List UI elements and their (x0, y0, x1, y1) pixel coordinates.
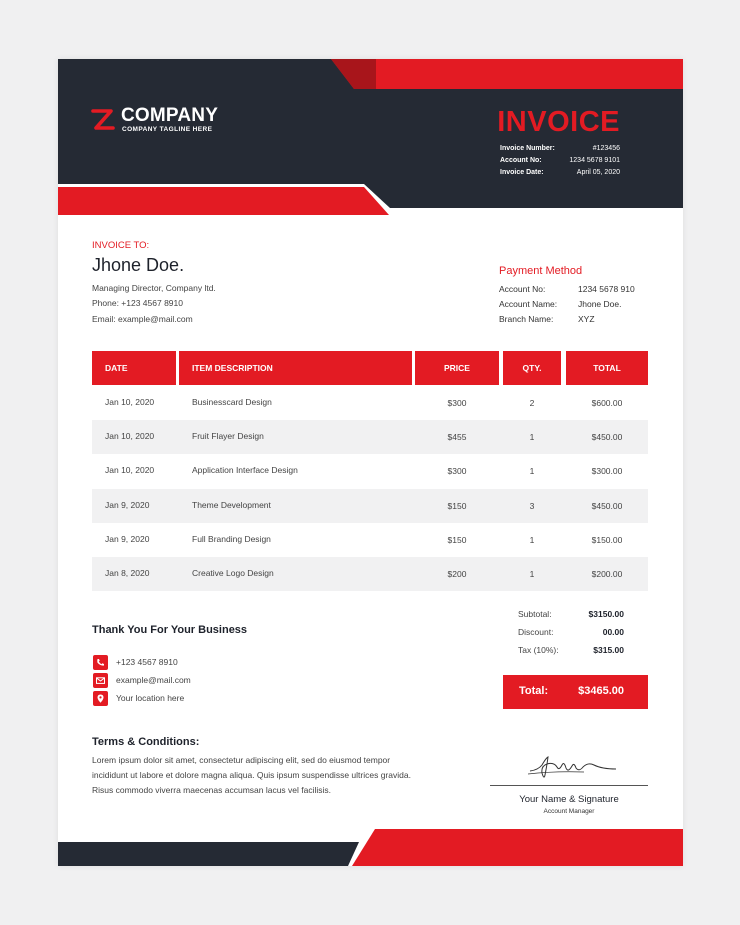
row-qty: 2 (529, 398, 535, 408)
summary-value: $3150.00 (588, 609, 624, 619)
row-description: Businesscard Design (192, 397, 272, 407)
payment-row (499, 299, 659, 311)
row-date: Jan 8, 2020 (105, 568, 150, 578)
total-box (503, 675, 648, 709)
invoice-to-label: INVOICE TO: (92, 240, 150, 251)
invoice-number-row (500, 145, 620, 157)
payment-label: Branch Name: (499, 314, 554, 324)
summary-value: 00.00 (602, 627, 624, 637)
row-total: $300.00 (591, 466, 623, 476)
signature-name: Your Name & Signature (519, 794, 619, 805)
thank-you-heading: Thank You For Your Business (92, 624, 248, 636)
invoice-sheet (58, 59, 683, 866)
contact-text: +123 4567 8910 (116, 657, 178, 667)
meta-value: 1234 5678 9101 (569, 157, 620, 164)
tax-row (502, 645, 624, 657)
meta-label: Account No: (500, 157, 542, 164)
column-header-price: PRICE (415, 351, 499, 385)
payment-row (499, 284, 659, 296)
mail-icon (93, 673, 108, 688)
summary-label: Tax (10%): (518, 645, 559, 655)
row-price: $300 (447, 398, 467, 408)
row-total: $600.00 (591, 398, 623, 408)
subtotal-row (502, 609, 624, 621)
row-description: Creative Logo Design (192, 568, 274, 578)
row-qty: 1 (529, 535, 535, 545)
column-header-date: DATE (92, 351, 176, 385)
row-qty: 3 (529, 501, 535, 511)
z-logo-icon (91, 107, 115, 133)
row-price: $455 (447, 432, 467, 442)
column-header-total: TOTAL (566, 351, 648, 385)
terms-line: Lorem ipsum dolor sit amet, consectetur adipiscing elit, sed do eiusmod tempor (92, 755, 391, 765)
client-email: Email: example@mail.com (92, 314, 193, 324)
column-header-description: ITEM DESCRIPTION (179, 351, 412, 385)
payment-row (499, 314, 659, 326)
payment-value: Jhone Doe. (578, 299, 622, 309)
meta-value: April 05, 2020 (576, 169, 620, 176)
phone-icon (93, 655, 108, 670)
discount-row (502, 627, 624, 639)
payment-label: Account Name: (499, 299, 558, 309)
meta-label: Invoice Number: (500, 145, 555, 152)
handwritten-signature (524, 751, 620, 783)
row-date: Jan 9, 2020 (105, 500, 150, 510)
meta-value: #123456 (592, 145, 620, 152)
location-pin-icon (93, 691, 108, 706)
row-total: $150.00 (591, 535, 623, 545)
payment-label: Account No: (499, 284, 546, 294)
row-price: $300 (447, 466, 467, 476)
row-price: $150 (447, 501, 467, 511)
row-qty: 1 (529, 466, 535, 476)
invoice-title: INVOICE (497, 106, 620, 138)
row-total: $200.00 (591, 569, 623, 579)
table-row-band (92, 557, 648, 591)
row-price: $150 (447, 535, 467, 545)
row-total: $450.00 (591, 501, 623, 511)
row-date: Jan 10, 2020 (105, 397, 155, 407)
company-name: COMPANY (121, 105, 219, 126)
row-description: Application Interface Design (192, 465, 298, 475)
payment-value: 1234 5678 910 (578, 284, 635, 294)
row-qty: 1 (529, 432, 535, 442)
terms-line: Risus commodo viverra maecenas accumsan lacus vel facilisis. (92, 785, 332, 795)
row-qty: 1 (529, 569, 535, 579)
summary-value: $315.00 (593, 645, 624, 655)
meta-label: Invoice Date: (500, 169, 544, 176)
client-name: Jhone Doe. (92, 255, 185, 275)
row-description: Full Branding Design (192, 534, 271, 544)
total-value: $3465.00 (578, 685, 624, 697)
footer-banner (58, 829, 683, 866)
row-date: Jan 9, 2020 (105, 534, 150, 544)
account-no-row (500, 157, 620, 169)
row-date: Jan 10, 2020 (105, 465, 155, 475)
company-tagline: COMPANY TAGLINE HERE (122, 126, 213, 133)
table-row-band (92, 420, 648, 454)
payment-method-title: Payment Method (499, 265, 583, 277)
column-header-qty: QTY. (503, 351, 561, 385)
total-label: Total: (519, 685, 549, 697)
summary-label: Subtotal: (518, 609, 552, 619)
table-row-band (92, 489, 648, 523)
summary-label: Discount: (518, 627, 554, 637)
terms-heading: Terms & Conditions: (92, 736, 200, 748)
row-price: $200 (447, 569, 467, 579)
client-phone: Phone: +123 4567 8910 (92, 298, 183, 308)
contact-text: Your location here (116, 693, 185, 703)
row-description: Fruit Flayer Design (192, 431, 264, 441)
payment-value: XYZ (578, 314, 595, 324)
terms-line: incididunt ut labore et dolore magna aliqua. Quis ipsum suspendisse ultrices gravida. (92, 770, 411, 780)
contact-text: example@mail.com (116, 675, 191, 685)
signature-line (490, 785, 648, 786)
row-total: $450.00 (591, 432, 623, 442)
row-date: Jan 10, 2020 (105, 431, 155, 441)
signature-role: Account Manager (543, 808, 595, 815)
client-position: Managing Director, Company ltd. (92, 283, 216, 293)
invoice-date-row (500, 169, 620, 181)
row-description: Theme Development (192, 500, 271, 510)
header-banner (58, 59, 683, 219)
